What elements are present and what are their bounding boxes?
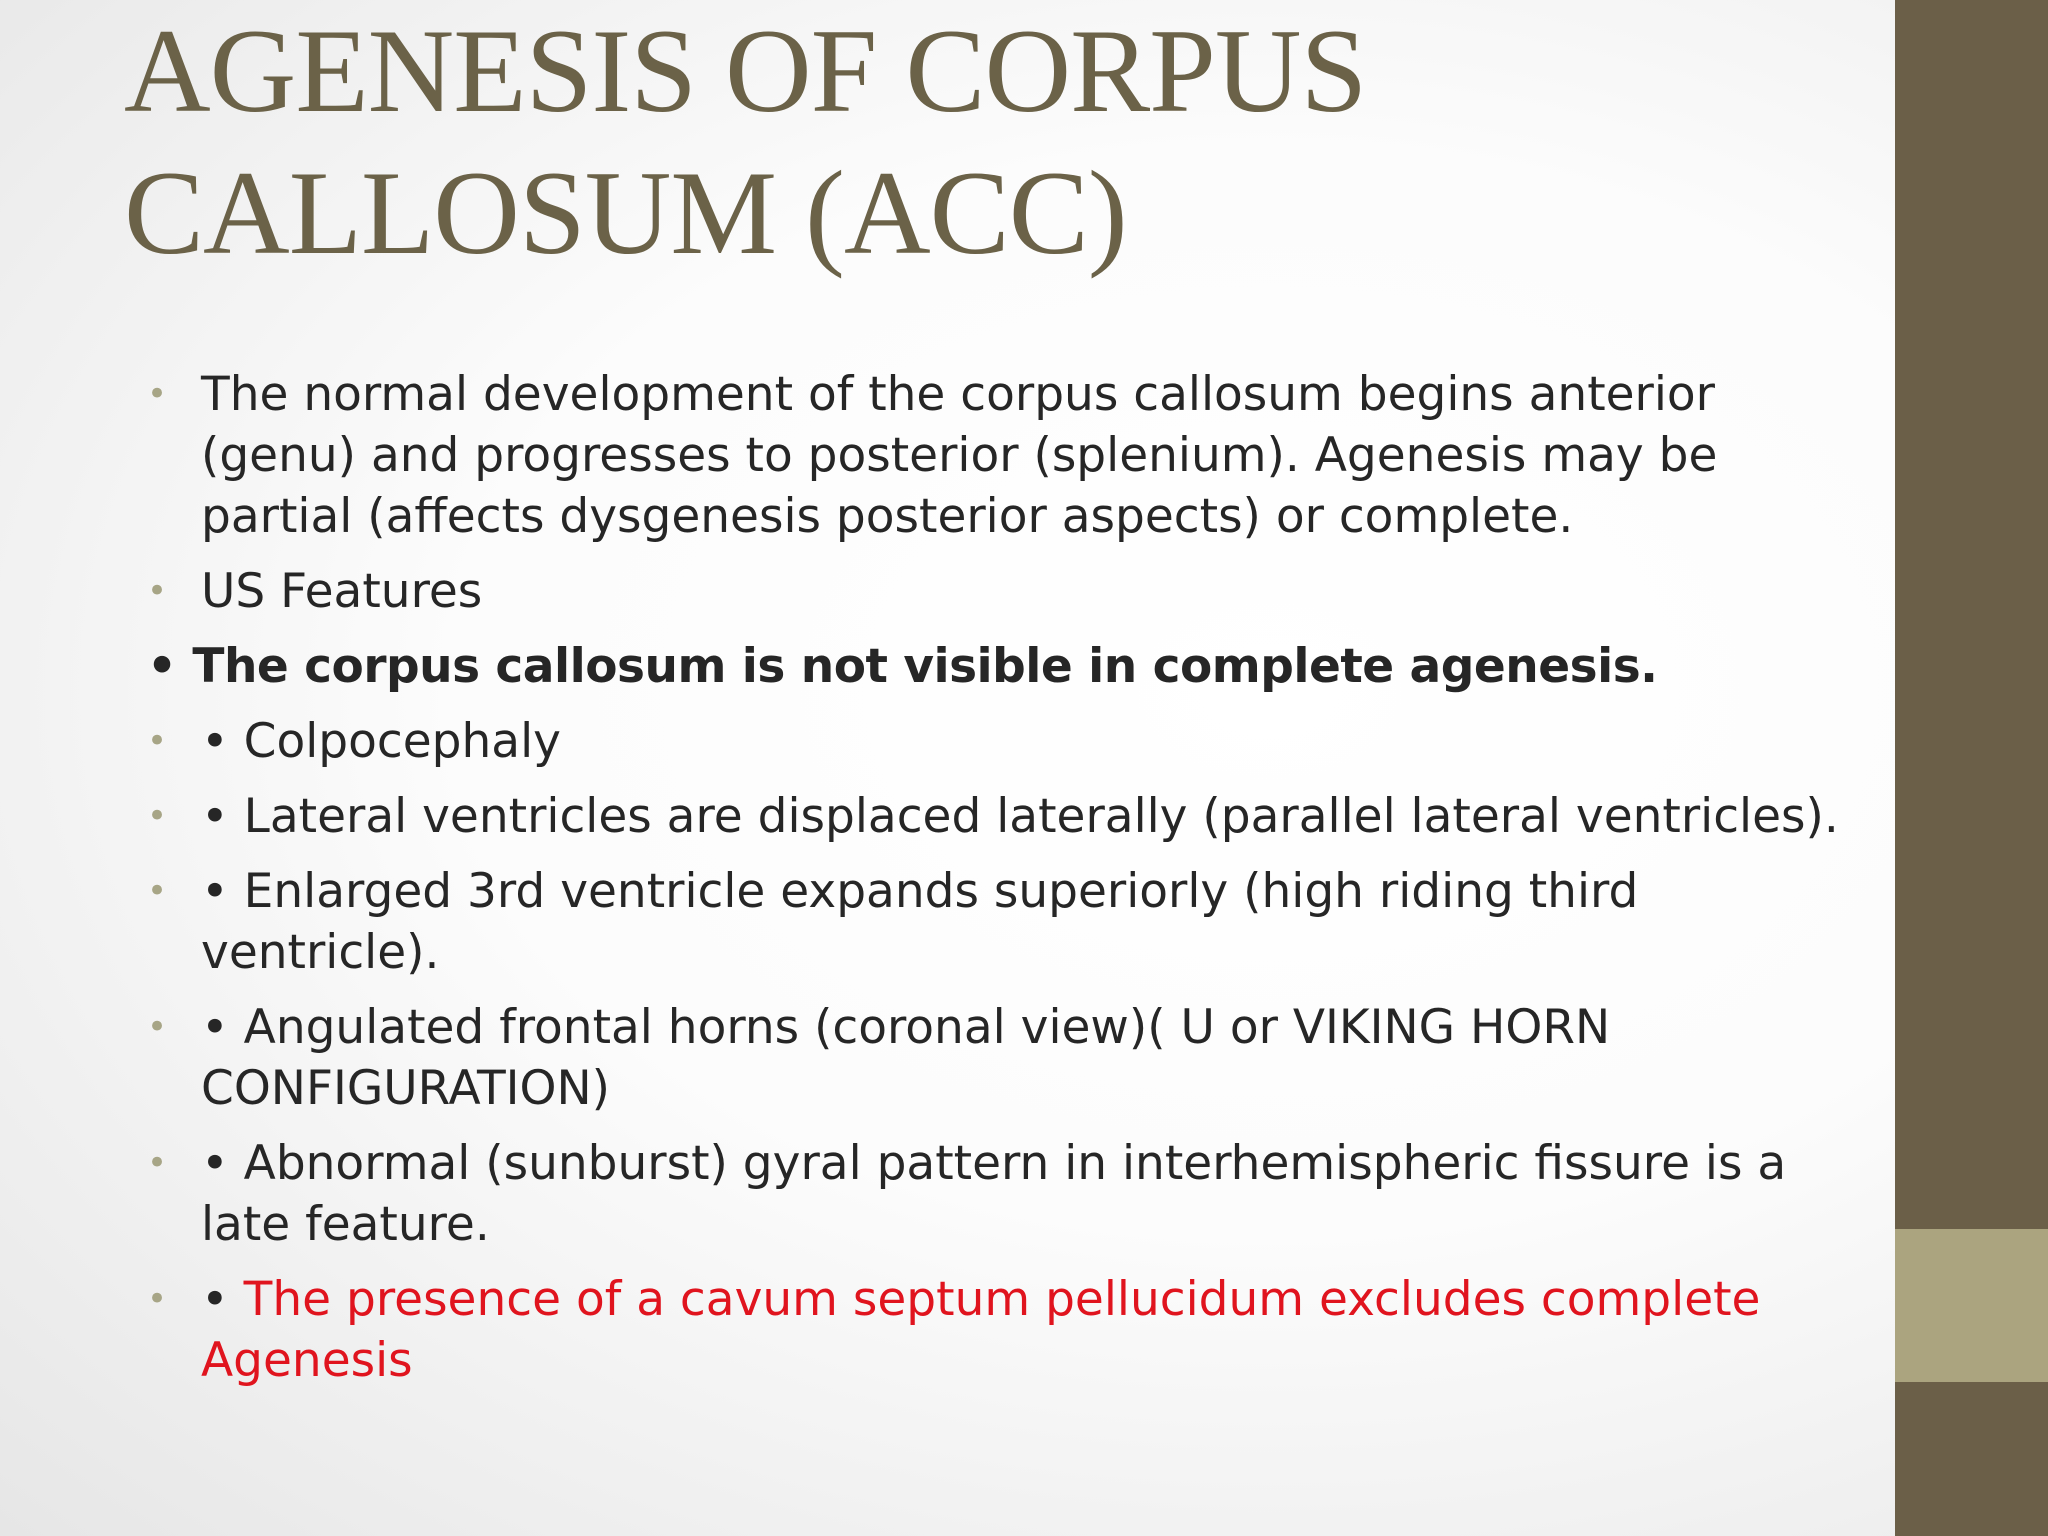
highlight-text: The presence of a cavum septum pellucidum excludes complete Agenesis bbox=[201, 1272, 1761, 1388]
list-item-prefix: • bbox=[201, 1272, 244, 1327]
bullet-icon: • bbox=[147, 721, 168, 761]
bullet-icon: • bbox=[147, 1279, 168, 1319]
list-item-text: • Angulated frontal horns (coronal view)( U or VIKING HORN CONFIGURATION) bbox=[201, 1000, 1611, 1116]
list-item-text: • Lateral ventricles are displaced laterally (parallel lateral ventricles). bbox=[201, 789, 1839, 844]
bullet-icon: • bbox=[147, 571, 168, 611]
list-item bbox=[147, 997, 1867, 1119]
list-item-text: The normal development of the corpus callosum begins anterior (genu) and progresses to posterior (splenium). Agenesis may be partial (affects dysgenesis posterior aspects) or complete. bbox=[201, 367, 1718, 544]
list-item bbox=[147, 861, 1867, 983]
list-item bbox=[147, 561, 1867, 622]
list-item-text: • Enlarged 3rd ventricle expands superiorly (high riding third ventricle). bbox=[201, 864, 1639, 980]
bullet-icon: • bbox=[147, 871, 168, 911]
list-item-text: • Abnormal (sunburst) gyral pattern in interhemispheric fissure is a late feature. bbox=[201, 1136, 1787, 1252]
list-item bbox=[147, 364, 1867, 547]
list-item-text: • The corpus callosum is not visible in complete agenesis. bbox=[147, 639, 1658, 694]
bullet-list bbox=[147, 364, 1867, 1405]
bullet-icon: • bbox=[147, 1143, 168, 1183]
list-item-bold bbox=[147, 636, 1867, 697]
list-item bbox=[147, 786, 1867, 847]
bullet-icon: • bbox=[147, 1007, 168, 1047]
list-item bbox=[147, 1133, 1867, 1255]
side-bar-accent bbox=[1895, 1229, 2048, 1382]
list-item bbox=[147, 711, 1867, 772]
list-item-text: • Colpocephaly bbox=[201, 714, 561, 769]
slide-title: AGENESIS OF CORPUS CALLOSUM (ACC) bbox=[124, 4, 1367, 279]
bullet-icon: • bbox=[147, 796, 168, 836]
list-item-highlight bbox=[147, 1269, 1867, 1391]
bullet-icon: • bbox=[147, 374, 168, 414]
list-item-text: US Features bbox=[201, 564, 483, 619]
